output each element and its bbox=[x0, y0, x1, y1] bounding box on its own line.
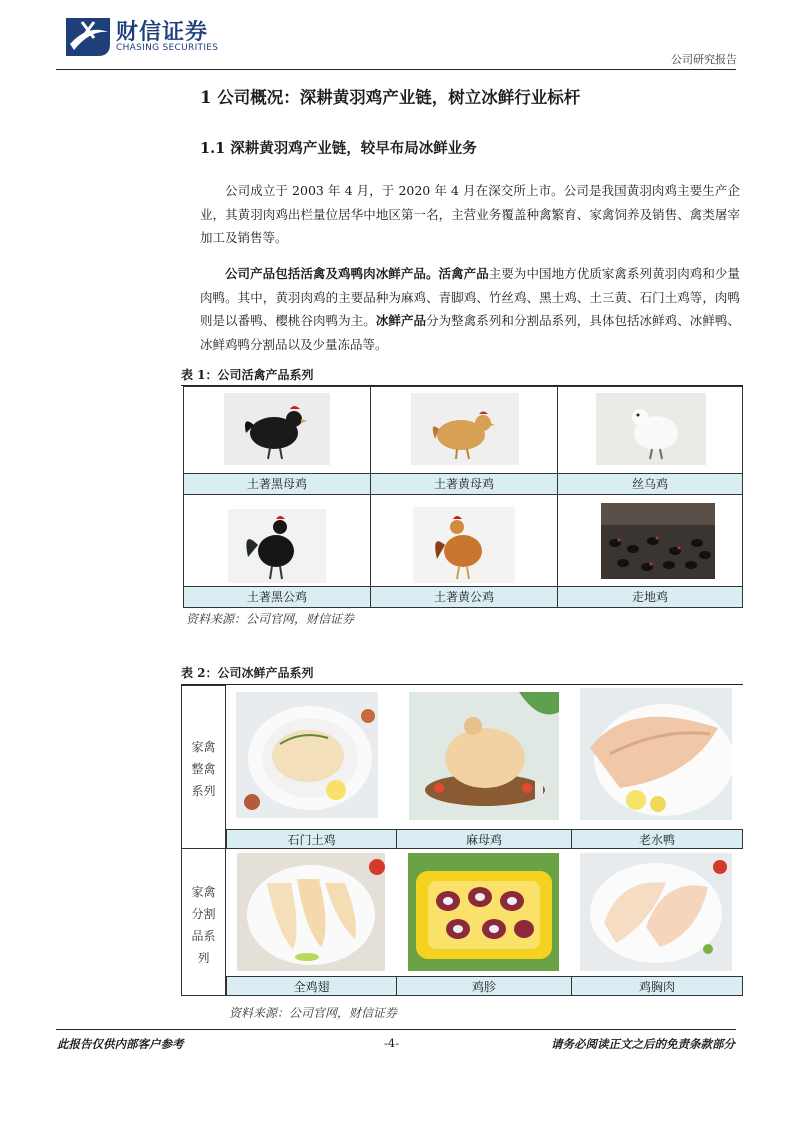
silkie-chicken-photo bbox=[596, 393, 706, 465]
black-hen-photo bbox=[224, 393, 330, 465]
table1-cell bbox=[183, 386, 371, 495]
brand-name-en: CHASING SECURITIES bbox=[116, 43, 219, 53]
live-poultry-text: 主要为中国地方优质家禽系列黄羽肉鸡和少量肉鸭。其中，黄羽肉鸡的主要品种为麻鸡、青脚鸡、竹丝鸡、黑土鸡、土三黄、石门土鸡等，肉鸭则是以番鸭、樱桃谷肉鸭为主。 bbox=[200, 266, 740, 328]
brand-name-cn: 财信证券 bbox=[116, 20, 209, 45]
bold-products-intro: 公司产品包括活禽及鸡鸭肉冰鲜产品。 bbox=[225, 266, 439, 281]
footer-disclaimer-right: 请务必阅读正文之后的免责条款部分 bbox=[551, 1037, 735, 1051]
gizzard-photo bbox=[408, 853, 559, 971]
paragraph-products bbox=[200, 262, 740, 356]
table1-source: 资料来源：公司官网，财信证券 bbox=[186, 612, 355, 626]
chicken-breast-photo bbox=[580, 853, 732, 971]
report-type-label: 公司研究报告 bbox=[671, 53, 737, 66]
table2-caption: 鸡胸肉 bbox=[571, 976, 743, 996]
section-heading: 1 公司概况：深耕黄羽鸡产业链，树立冰鲜行业标杆 bbox=[200, 88, 581, 107]
hemp-hen-photo bbox=[409, 692, 559, 820]
table1-cell-caption: 土著黄母鸡 bbox=[371, 473, 557, 494]
table2-title-rule bbox=[181, 684, 743, 685]
table1-cell bbox=[557, 386, 743, 495]
paragraph-company-overview: 公司成立于 2003 年 4 月，于 2020 年 4 月在深交所上市。公司是我国黄羽肉鸡主要生产企业，其黄羽肉鸡出栏量位居华中地区第一名，主营业务覆盖种禽繁育、家禽饲养及销售、禽类屠宰加工及销售等。 bbox=[200, 183, 740, 245]
table2-source: 资料来源：公司官网，财信证券 bbox=[229, 1006, 398, 1020]
label-line: 家禽 bbox=[191, 885, 216, 899]
label-line: 系列 bbox=[191, 784, 216, 798]
table2-title: 表 2：公司冰鲜产品系列 bbox=[181, 666, 314, 680]
table1-cell-caption: 土著黑公鸡 bbox=[184, 586, 370, 607]
bold-live-poultry: 活禽产品 bbox=[438, 266, 489, 281]
black-rooster-photo bbox=[228, 509, 326, 583]
header-divider bbox=[56, 69, 736, 70]
label-line: 列 bbox=[197, 951, 210, 965]
subsection-heading: 1.1 深耕黄羽鸡产业链，较早布局冰鲜业务 bbox=[200, 140, 477, 157]
table2-caption: 全鸡翅 bbox=[226, 976, 397, 996]
page-number: -4- bbox=[384, 1036, 400, 1050]
old-duck-photo bbox=[580, 688, 732, 820]
table2-caption: 石门土鸡 bbox=[226, 829, 397, 849]
yellow-hen-photo bbox=[411, 393, 519, 465]
footer-disclaimer-left: 此报告仅供内部客户参考 bbox=[57, 1037, 184, 1051]
table1-cell-caption: 土著黄公鸡 bbox=[371, 586, 557, 607]
table1-cell-caption: 走地鸡 bbox=[558, 586, 742, 607]
label-line: 整禽 bbox=[191, 762, 216, 776]
table1-title: 表 1：公司活禽产品系列 bbox=[181, 368, 314, 382]
table2-caption: 老水鸭 bbox=[571, 829, 743, 849]
table1-cell-caption: 土著黑母鸡 bbox=[184, 473, 370, 494]
label-line: 分割 bbox=[191, 907, 216, 921]
company-logo-icon bbox=[64, 14, 112, 58]
table2-caption: 鸡胗 bbox=[396, 976, 572, 996]
table2-caption: 麻母鸡 bbox=[396, 829, 572, 849]
label-line: 品系 bbox=[191, 929, 216, 943]
table2-row-label-cuts bbox=[181, 848, 226, 996]
table1-cell bbox=[557, 494, 743, 608]
bold-chilled-products: 冰鲜产品 bbox=[375, 313, 427, 328]
chilled-products-text: 分为整禽系列和分割品系列，具体包括冰鲜鸡、冰鲜鸭、冰鲜鸡鸭分割品以及少量冻品等。 bbox=[200, 313, 740, 352]
table1-cell bbox=[370, 494, 558, 608]
table1-cell bbox=[183, 494, 371, 608]
label-line: 家禽 bbox=[191, 740, 216, 754]
yellow-rooster-photo bbox=[413, 507, 515, 583]
table2-row-label-whole bbox=[181, 685, 226, 849]
table1-cell bbox=[370, 386, 558, 495]
footer-divider bbox=[56, 1029, 736, 1030]
chicken-wings-photo bbox=[237, 853, 385, 971]
table1-cell-caption: 丝乌鸡 bbox=[558, 473, 742, 494]
free-range-chicken-photo bbox=[601, 503, 715, 579]
shimen-chicken-photo bbox=[236, 692, 378, 818]
